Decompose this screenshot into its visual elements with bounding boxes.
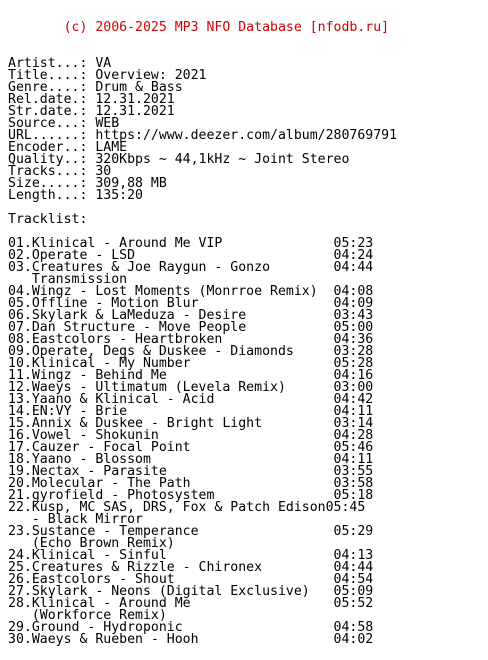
nfo-line: 17.Cauzer - Focal Point 05:46 — [8, 440, 374, 455]
nfo-line: 28.Klinical - Around Me 05:52 — [8, 596, 374, 611]
nfo-line: 10.Klinical - My Number 05:28 — [8, 356, 374, 371]
nfo-line: Genre....: Drum & Bass — [8, 80, 183, 95]
nfo-document — [8, 0, 397, 658]
nfo-line: 22.Kusp, MC SAS, DRS, Fox & Patch Edison05:45 — [8, 500, 366, 515]
nfo-line: 13.Yaano & Klinical - Acid 04:42 — [8, 392, 374, 407]
nfo-line: 06.Skylark & LaMeduza - Desire 03:43 — [8, 308, 374, 323]
nfo-line: Encoder..: LAME — [8, 140, 128, 155]
nfo-line: 24.Klinical - Sinful 04:13 — [8, 548, 374, 563]
nfo-line: 01.Klinical - Around Me VIP 05:23 — [8, 236, 374, 251]
nfo-line: 04.Wingz - Lost Moments (Monrroe Remix) 04:08 — [8, 284, 374, 299]
nfo-line: (Echo Brown Remix) — [8, 536, 175, 551]
nfo-line: 14.EN:VY - Brie 04:11 — [8, 404, 374, 419]
nfo-line: 07.Dan Structure - Move People 05:00 — [8, 320, 374, 335]
nfo-line: 16.Vowel - Shokunin 04:28 — [8, 428, 374, 443]
nfo-line: 27.Skylark - Neons (Digital Exclusive) 05:09 — [8, 584, 374, 599]
nfo-line: 29.Ground - Hydroponic 04:58 — [8, 620, 374, 635]
nfo-line: 08.Eastcolors - Heartbroken 04:36 — [8, 332, 374, 347]
nfo-line: - Black Mirror — [8, 512, 143, 527]
nfo-line: Title....: Overview: 2021 — [8, 68, 207, 83]
nfo-line: 09.Operate, Degs & Duskee - Diamonds 03:28 — [8, 344, 374, 359]
nfo-line: 05.Offline - Motion Blur 04:09 — [8, 296, 374, 311]
nfo-line: 21.gyrofield - Photosystem 05:18 — [8, 488, 374, 503]
nfo-line: Transmission — [8, 272, 128, 287]
nfo-line: 30.Waeys & Rueben - Hooh 04:02 — [8, 632, 374, 647]
nfo-line: 12.Waeys - Ultimatum (Levela Remix) 03:00 — [8, 380, 374, 395]
nfo-line: 15.Annix & Duskee - Bright Light 03:14 — [8, 416, 374, 431]
nfo-line: URL......: https://www.deezer.com/album/280769791 — [8, 128, 398, 143]
nfo-line: Rel.date.: 12.31.2021 — [8, 92, 175, 107]
nfo-line: 25.Creatures & Rizzle - Chironex 04:44 — [8, 560, 374, 575]
nfo-line: 02.Operate - LSD 04:24 — [8, 248, 374, 263]
nfo-line: 26.Eastcolors - Shout 04:54 — [8, 572, 374, 587]
nfo-line: 19.Nectax - Parasite 03:55 — [8, 464, 374, 479]
nfo-line: 18.Yaano - Blossom 04:11 — [8, 452, 374, 467]
nfo-line: Size.....: 309,88 MB — [8, 176, 167, 191]
nfo-line: Str.date.: 12.31.2021 — [8, 104, 175, 119]
nfo-header: (c) 2006-2025 MP3 NFO Database [nfodb.ru] — [8, 20, 390, 35]
nfo-line: Artist...: VA — [8, 56, 112, 71]
nfo-line: Source...: WEB — [8, 116, 120, 131]
nfo-line: 03.Creatures & Joe Raygun - Gonzo 04:44 — [8, 260, 374, 275]
nfo-body — [8, 58, 397, 646]
nfo-line: 11.Wingz - Behind Me 04:16 — [8, 368, 374, 383]
nfo-line: Tracklist: — [8, 212, 88, 227]
nfo-line: Quality..: 320Kbps ~ 44,1kHz ~ Joint Stereo — [8, 152, 350, 167]
nfo-line: Tracks...: 30 — [8, 164, 112, 179]
nfo-line: Length...: 135:20 — [8, 188, 143, 203]
nfo-line: (Workforce Remix) — [8, 608, 167, 623]
nfo-line: 20.Molecular - The Path 03:58 — [8, 476, 374, 491]
nfo-line: 23.Sustance - Temperance 05:29 — [8, 524, 374, 539]
